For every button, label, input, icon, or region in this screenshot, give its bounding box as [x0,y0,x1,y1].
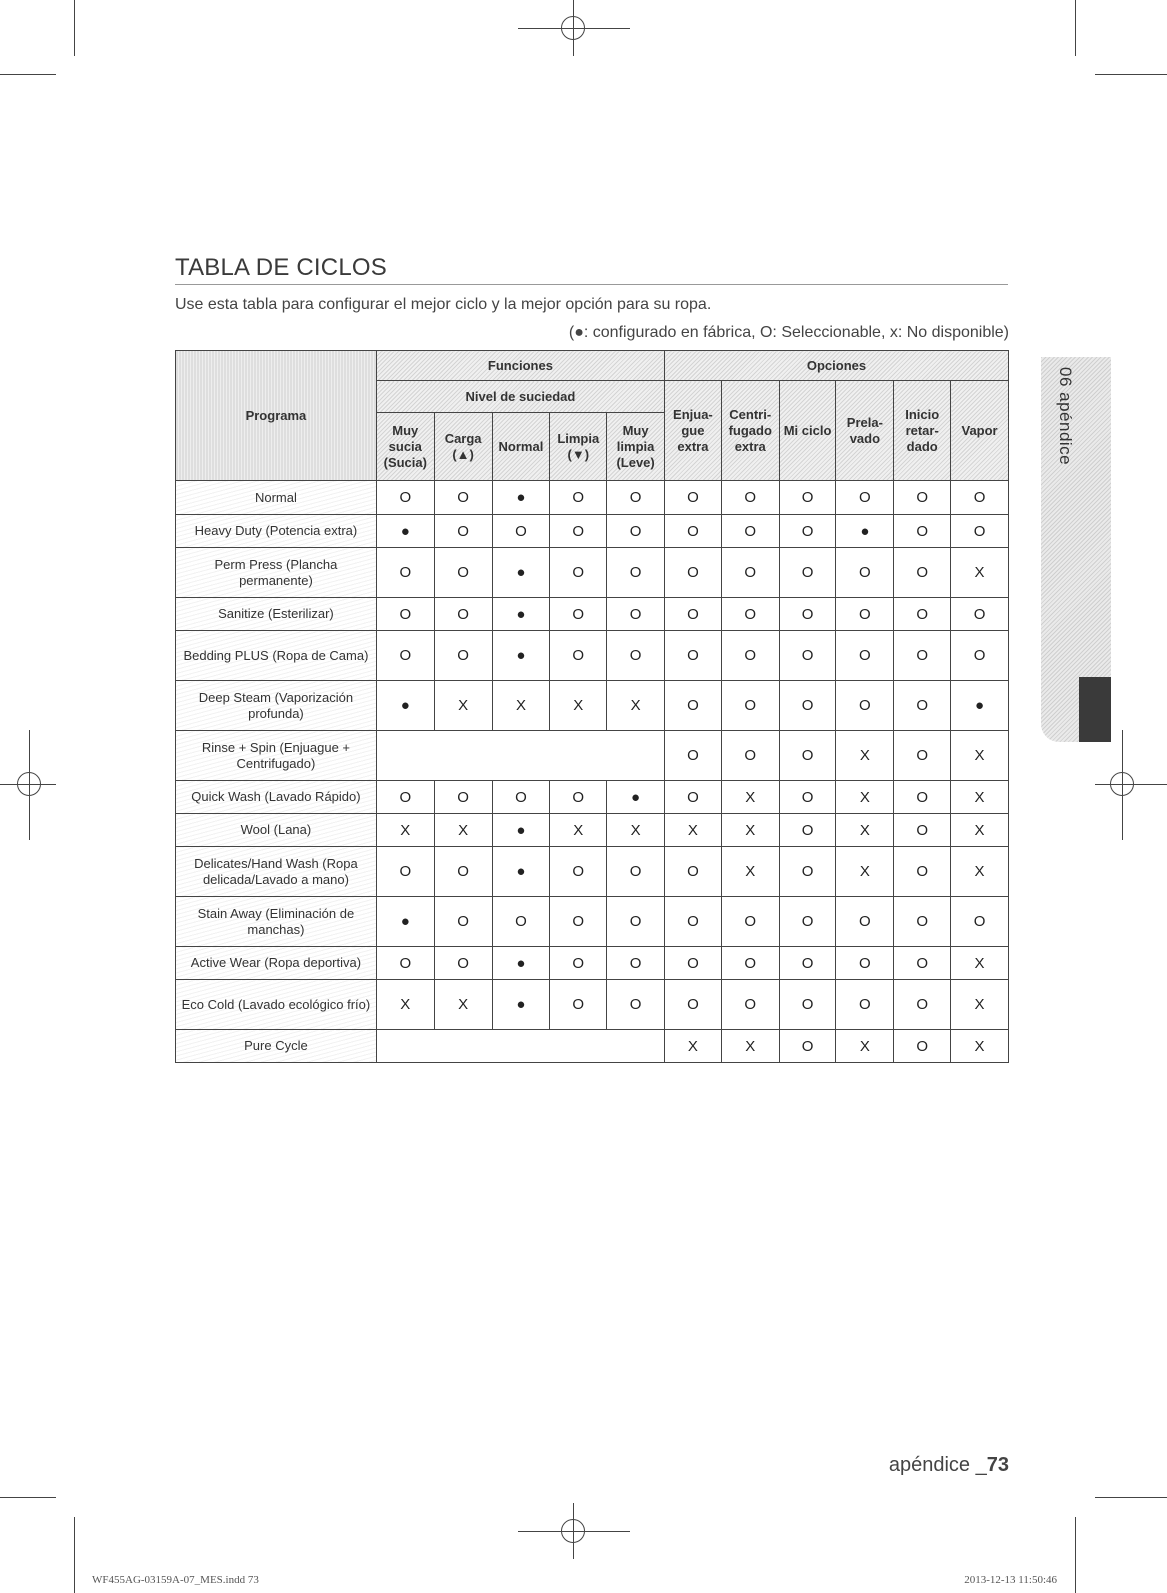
cycle-cell: O [665,681,722,731]
cycle-cell: O [894,631,951,681]
chapter-tab [1041,357,1111,742]
cycle-cell: O [951,631,1009,681]
cycle-cell: O [894,515,951,548]
column-header-option: Enjua- gue extra [665,381,722,481]
cycle-cell: O [836,897,894,947]
cycle-cell: X [951,731,1009,781]
cycle-cell: O [721,598,779,631]
cycle-cell: O [894,980,951,1030]
cycle-cell: ● [492,980,550,1030]
cycle-cell: ● [492,631,550,681]
crop-mark [1095,74,1167,75]
cycle-cell: O [721,731,779,781]
cycle-cell: O [894,1030,951,1063]
cycle-cell: O [951,481,1009,515]
program-name: Normal [176,481,377,515]
cycle-cell: O [607,980,665,1030]
page-number-value: 73 [986,1454,1009,1476]
cycle-cell: O [779,515,836,548]
cycle-cell: O [836,947,894,980]
cycle-cell: X [836,731,894,781]
cycle-cell: X [951,548,1009,598]
cycle-cell: O [951,515,1009,548]
table-row [176,548,1009,598]
column-group-nivel: Nivel de suciedad [376,381,664,413]
cycle-cell: O [665,847,722,897]
cycle-cell: O [607,598,665,631]
cycle-cell: O [607,631,665,681]
cycle-cell: O [550,548,607,598]
column-header-soil: Limpia (▼) [550,413,607,481]
column-header-soil: Normal [492,413,550,481]
cycle-cell: O [779,897,836,947]
table-row [176,681,1009,731]
table-row [176,598,1009,631]
column-group-funciones: Funciones [376,351,664,381]
cycle-cell: O [894,781,951,814]
cycle-cell: O [951,897,1009,947]
program-name: Rinse + Spin (Enjuague + Centrifugado) [176,731,377,781]
cycle-cell: O [665,897,722,947]
program-name: Pure Cycle [176,1030,377,1063]
cycle-cell: O [894,481,951,515]
cycle-cell: O [665,481,722,515]
crop-mark [74,1517,75,1593]
cycle-cell: O [665,598,722,631]
page-title: TABLA DE CICLOS [175,254,1008,285]
cycle-cell: O [951,598,1009,631]
cycle-cell: O [721,947,779,980]
cycle-cell: O [894,897,951,947]
cycle-cell: X [836,781,894,814]
cycle-cell: O [434,515,492,548]
page-number [889,1454,1009,1477]
column-header-option: Centri- fugado extra [721,381,779,481]
crop-mark [0,74,56,75]
column-group-opciones: Opciones [665,351,1009,381]
cycle-cell: O [434,548,492,598]
cycle-cell: ● [492,481,550,515]
cycle-cell: O [434,781,492,814]
column-header-option: Vapor [951,381,1009,481]
program-name: Heavy Duty (Potencia extra) [176,515,377,548]
column-header-soil: Muy limpia (Leve) [607,413,665,481]
cycle-cell: X [721,781,779,814]
cycle-cell: O [376,598,434,631]
cycle-table [175,350,1009,1063]
cycle-cell: X [434,681,492,731]
cycle-cell: O [836,681,894,731]
cycle-cell: O [434,481,492,515]
program-name: Perm Press (Plancha permanente) [176,548,377,598]
cycle-cell: O [665,781,722,814]
cycle-cell: X [607,814,665,847]
cycle-cell: O [376,631,434,681]
cycle-cell: O [721,897,779,947]
cycle-cell: O [665,731,722,781]
cycle-cell: X [951,947,1009,980]
cycle-cell: O [492,897,550,947]
crop-mark [74,0,75,56]
cycle-cell: X [665,814,722,847]
cycle-cell: O [721,681,779,731]
crop-mark [0,1497,56,1498]
cycle-cell: O [894,548,951,598]
cycle-cell: O [607,481,665,515]
cycle-cell: O [607,847,665,897]
cycle-cell: ● [492,598,550,631]
program-name: Stain Away (Eliminación de manchas) [176,897,377,947]
cycle-cell: O [721,515,779,548]
cycle-cell: X [721,814,779,847]
cycle-cell: O [894,814,951,847]
cycle-cell: O [607,515,665,548]
cycle-cell: O [779,548,836,598]
cycle-cell: ● [836,515,894,548]
cycle-cell: X [434,814,492,847]
program-name: Eco Cold (Lavado ecológico frío) [176,980,377,1030]
registration-mark [561,16,585,40]
chapter-tab-marker [1079,677,1111,742]
cycle-cell: O [550,481,607,515]
footer-timestamp: 2013-12-13 11:50:46 [964,1574,1057,1586]
cycle-cell: O [492,515,550,548]
cycle-cell: O [434,947,492,980]
cycle-cell: O [434,631,492,681]
program-name: Active Wear (Ropa deportiva) [176,947,377,980]
cycle-cell: X [665,1030,722,1063]
cycle-cell: X [951,980,1009,1030]
cycle-cell: O [665,548,722,598]
cycle-cell: O [550,598,607,631]
program-name: Bedding PLUS (Ropa de Cama) [176,631,377,681]
cycle-cell: O [665,515,722,548]
program-name: Sanitize (Esterilizar) [176,598,377,631]
cycle-cell: O [779,1030,836,1063]
registration-mark [561,1519,585,1543]
blank-cell [376,731,664,781]
cycle-cell: O [836,548,894,598]
footer-file: WF455AG-03159A-07_MES.indd 73 [92,1574,259,1586]
cycle-cell: O [894,598,951,631]
cycle-cell: O [376,781,434,814]
table-row [176,481,1009,515]
cycle-cell: O [836,980,894,1030]
table-row [176,515,1009,548]
cycle-cell: O [779,631,836,681]
table-row [176,947,1009,980]
legend-text: (●: configurado en fábrica, O: Seleccionable, x: No disponible) [568,324,1009,341]
cycle-cell: X [951,814,1009,847]
cycle-cell: O [779,731,836,781]
cycle-cell: O [550,781,607,814]
cycle-cell: O [779,781,836,814]
cycle-cell: O [492,781,550,814]
table-row [176,731,1009,781]
cycle-cell: X [492,681,550,731]
cycle-cell: ● [951,681,1009,731]
cycle-cell: X [607,681,665,731]
cycle-cell: X [376,980,434,1030]
cycle-cell: O [894,847,951,897]
cycle-cell: O [550,980,607,1030]
chapter-tab-label: 06 apéndice [1056,367,1075,466]
cycle-cell: ● [376,681,434,731]
cycle-cell: X [721,1030,779,1063]
column-header-programa: Programa [176,351,377,481]
cycle-cell: ● [492,947,550,980]
cycle-cell: O [550,947,607,980]
cycle-cell: O [779,847,836,897]
cycle-cell: ● [376,515,434,548]
cycle-cell: O [434,847,492,897]
table-row [176,781,1009,814]
column-header-soil: Muy sucia (Sucia) [376,413,434,481]
cycle-cell: O [434,598,492,631]
registration-mark [17,772,41,796]
crop-mark [1095,1497,1167,1498]
cycle-cell: O [607,947,665,980]
cycle-cell: O [779,814,836,847]
page-number-prefix: apéndice _ [888,1454,987,1476]
cycle-cell: X [550,681,607,731]
cycle-cell: O [779,980,836,1030]
cycle-cell: X [721,847,779,897]
cycle-cell: ● [607,781,665,814]
cycle-cell: O [665,947,722,980]
blank-cell [376,1030,664,1063]
table-row [176,847,1009,897]
cycle-cell: X [951,847,1009,897]
cycle-cell: X [434,980,492,1030]
cycle-cell: O [550,847,607,897]
cycle-cell: O [721,481,779,515]
cycle-cell: O [607,897,665,947]
cycle-cell: O [779,947,836,980]
cycle-cell: O [607,548,665,598]
cycle-cell: ● [492,847,550,897]
cycle-cell: ● [492,548,550,598]
cycle-cell: O [779,681,836,731]
cycle-cell: O [779,598,836,631]
cycle-cell: O [894,731,951,781]
cycle-cell: O [721,980,779,1030]
intro-text: Use esta tabla para configurar el mejor ciclo y la mejor opción para su ropa. [175,296,712,313]
cycle-cell: O [376,548,434,598]
cycle-cell: O [550,515,607,548]
cycle-cell: O [434,897,492,947]
table-row [176,897,1009,947]
cycle-cell: O [665,631,722,681]
table-row [176,1030,1009,1063]
cycle-cell: O [894,947,951,980]
program-name: Delicates/Hand Wash (Ropa delicada/Lavado a mano) [176,847,377,897]
cycle-cell: X [951,1030,1009,1063]
cycle-cell: O [721,631,779,681]
column-header-option: Inicio retar- dado [894,381,951,481]
table-row [176,631,1009,681]
cycle-cell: O [894,681,951,731]
registration-mark [1110,772,1134,796]
cycle-cell: ● [376,897,434,947]
column-header-soil: Carga (▲) [434,413,492,481]
program-name: Wool (Lana) [176,814,377,847]
cycle-cell: X [836,1030,894,1063]
cycle-cell: O [550,631,607,681]
cycle-cell: O [665,980,722,1030]
cycle-cell: O [376,481,434,515]
cycle-cell: X [550,814,607,847]
crop-mark [1075,0,1076,56]
cycle-cell: O [836,631,894,681]
cycle-cell: ● [492,814,550,847]
cycle-cell: O [376,847,434,897]
cycle-cell: X [836,847,894,897]
cycle-cell: O [550,897,607,947]
column-header-option: Prela- vado [836,381,894,481]
column-header-option: Mi ciclo [779,381,836,481]
cycle-cell: O [836,481,894,515]
cycle-cell: O [779,481,836,515]
table-row [176,980,1009,1030]
cycle-cell: O [836,598,894,631]
cycle-cell: X [836,814,894,847]
program-name: Deep Steam (Vaporización profunda) [176,681,377,731]
program-name: Quick Wash (Lavado Rápido) [176,781,377,814]
table-body [176,481,1009,1063]
cycle-cell: O [721,548,779,598]
crop-mark [1075,1517,1076,1593]
cycle-cell: O [376,947,434,980]
table-row [176,814,1009,847]
cycle-cell: X [376,814,434,847]
cycle-cell: X [951,781,1009,814]
